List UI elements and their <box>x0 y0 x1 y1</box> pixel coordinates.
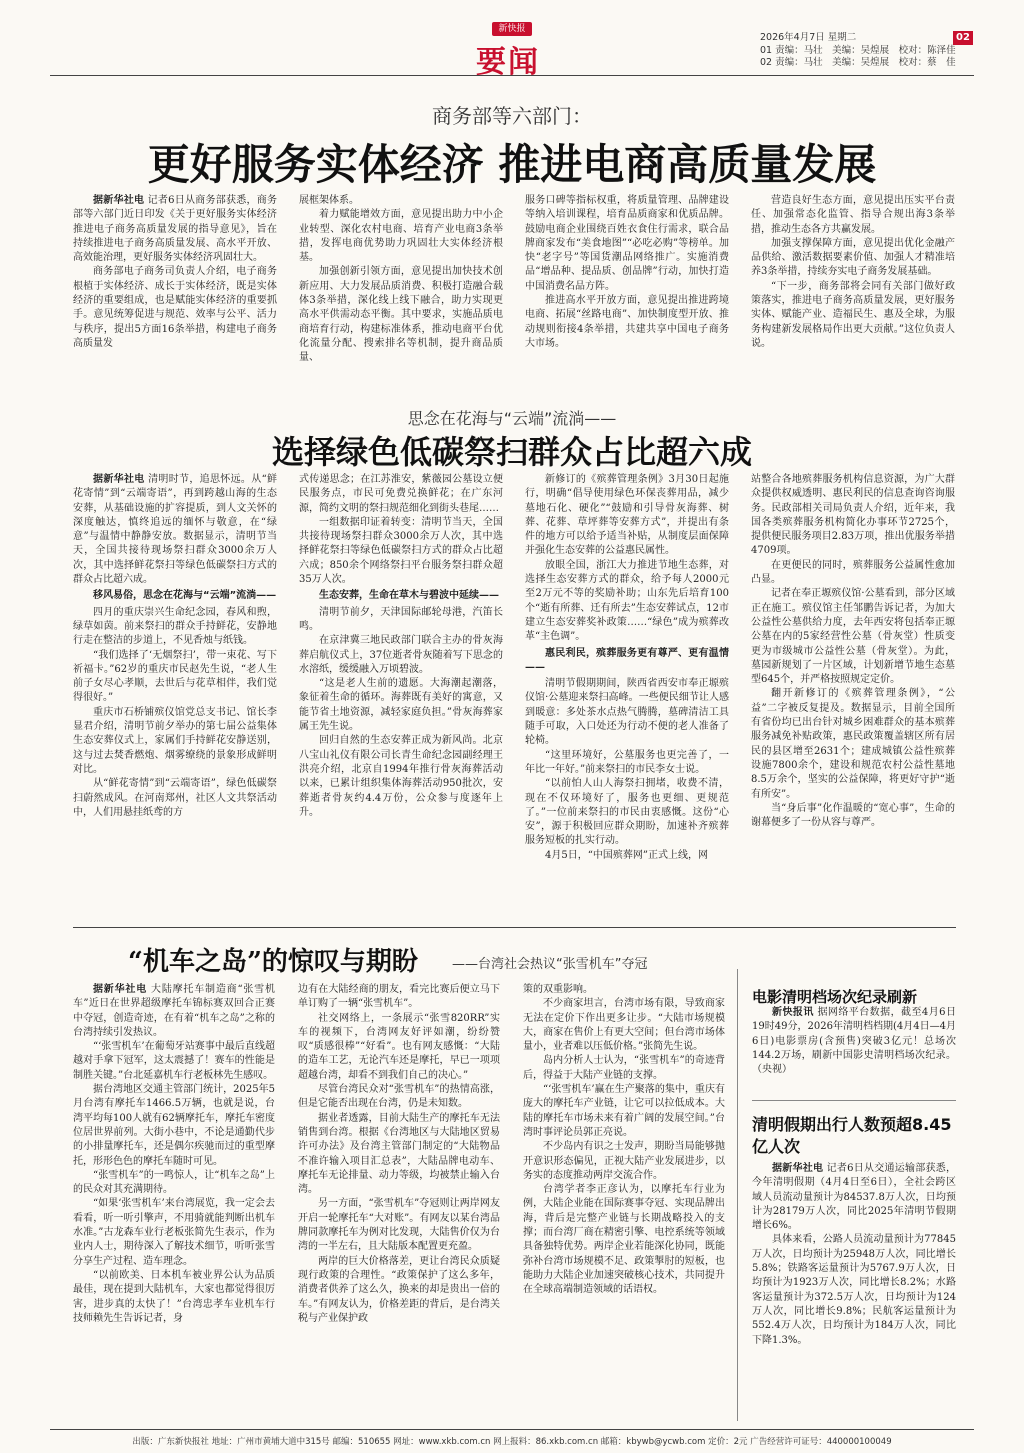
sidebar2-text: 记者6日从交通运输部获悉，今年清明假期（4月4日至6日），全社会跨区域人员流动量预计为84537.8万人次，日均预计为28179万人次，同比2025年清明节假期增长6%。 <box>752 1163 956 1232</box>
paragraph-text: 清明节假期期间，陕西省西安市奉正塬殡仪馆·公墓迎来祭扫高峰。一些便民细节让人感到暖意：多处茶水点热气腾腾，墓碑清洁工具随手可取，入口处还为行动不便的老人准备了轮椅。 <box>525 678 729 747</box>
paragraph <box>751 587 955 687</box>
paragraph <box>73 983 275 1040</box>
paragraph <box>751 194 955 237</box>
article3-headline: “机车之岛”的惊叹与期盼 <box>128 947 418 977</box>
paragraph-text: “以前怕人山人海祭扫拥堵，收费不清，现在不仅环境好了，服务也更细、更规范了。”一位前来祭扫的市民由衷感慨。这份“心安”，源于积极回应群众期盼，加速补齐殡葬服务短板的扎实行动。 <box>525 778 729 847</box>
paragraph <box>73 1040 275 1083</box>
article3-column <box>73 983 275 1421</box>
paragraph-text: 记者6日从商务部获悉，商务部等六部门近日印发《关于更好服务实体经济 推进电子商务高质量发展的指导意见》，旨在持续推进电子商务高质量发展、高水平开放、高效能治理，更好服务实体经济巩固壮大。 <box>73 195 277 264</box>
paragraph-text: 从“鲜花寄情”到“云端寄语”，绿色低碳祭扫蔚然成风。在河南郑州，社区人文共祭活动中，人们用悬挂纸鸢的方 <box>73 778 277 818</box>
subheading: 生态安葬，生命在草木与碧波中延续—— <box>319 590 499 602</box>
dateline: 据新华社电 <box>93 984 148 995</box>
edition-date: 2026年4月7日 星期二 <box>760 32 857 43</box>
dateline: 据新华社电 <box>93 474 145 485</box>
article1-kicker: 商务部等六部门： <box>432 104 592 128</box>
paragraph <box>525 559 729 645</box>
paragraph-text: 重庆市石桥铺殡仪馆党总支书记、馆长李显君介绍，清明节前夕举办的第七届公益集体生态安葬仪式上，家属们手持鲜花安静送别，这与过去焚香燃炮、烟雾缭绕的景象形成鲜明对比。 <box>73 706 277 775</box>
sidebar2-paragraph: 具体来看，公路人员流动量预计为77845万人次，日均预计为25948万人次，同比增长5.8%；铁路客运量预计为5767.9万人次，日均预计为1923万人次，同比增长8.2%；水路客运量预计为372.5万人次，日均预计为124万人次，同比增长9.8%；民航客运量预计为552.4万人次，日均预计为184万人次，同比下降1.3%。 <box>752 1234 956 1346</box>
paragraph-text: “如果‘张雪机车’来台湾展览，我一定会去看看，听一听引擎声，不用骑就能判断出机车水准。”古龙森车业行老板张简先生表示，作为业内人士，期待深入了解技术细节，听听张雪分享生产过程、造车理念。 <box>73 1198 275 1267</box>
paragraph <box>73 265 277 351</box>
paragraph <box>298 1112 500 1198</box>
paragraph <box>523 983 725 997</box>
paragraph-text: “这是老人生前的遗愿。大海潮起潮落，象征着生命的循环。海葬既有美好的寓意，又能节省土地资源，减轻家庭负担。”骨灰海葬家属王先生说。 <box>299 678 503 733</box>
paragraph <box>298 1012 500 1083</box>
article2-kicker: 思念在花海与“云端”流淌—— <box>407 409 617 428</box>
subheading: 移风易俗，思念在花海与“云端”流淌—— <box>93 590 277 602</box>
footer-rule <box>50 1429 974 1430</box>
sidebar-divider <box>737 969 738 1421</box>
paragraph-text: 加强创新引领方面，意见提出加快技术创新应用、大力发展品质消费、积极打造融合载体3条举措，深化线上线下融合，助力实现更高水平供需动态平衡。其中要求，实施品质电商培育行动，构建标准体系，推动电商平台优化流量分配、搜索排名等机制，提升商品质量、 <box>299 266 503 364</box>
paragraph <box>299 734 503 820</box>
paragraph <box>73 194 277 265</box>
footer: 出版：广东新快报社 地址：广州市黄埔大道中315号 邮编：510655 网址：www.xkb.com.cn 网上报料：86.xkb.com.cn 邮箱：kbywb@ycwb.com 定价：2元 广告经营许可证号：440000100049 <box>132 1437 892 1447</box>
article1-column <box>299 194 503 390</box>
paragraph-text: 不少岛内有识之士发声，期盼当局能够抛开意识形态偏见，正视大陆产业发展进步，以务实的态度推动两岸交流合作。 <box>523 1141 725 1181</box>
paragraph-text: 式传递思念；在江苏淮安，紫薇园公墓设立便民服务点，市民可免费兑换鲜花；在广东河源，简约文明的祭扫规范细化到街头巷尾…… <box>299 474 503 514</box>
paragraph-text: “‘张雪机车’赢在生产聚落的集中，重庆有庞大的摩托车产业链，让它可以拉低成本。大陆的摩托车市场未来有着广阔的发展空间。”台湾时事评论员郭正亮说。 <box>523 1084 725 1138</box>
paragraph-text: “‘张雪机车’在葡萄牙站赛事中最后直线超越对手拿下冠军，这太震撼了！赛车的性能是制胜关键。”台北延嘉机车行老板林先生感叹。 <box>73 1041 275 1081</box>
sidebar1-lead: 新快报讯 <box>772 1007 814 1018</box>
paragraph-text: 大陆摩托车制造商“张雪机车”近日在世界超级摩托车锦标赛双回合正赛中夺冠，创造奇迹，在有着“机车之岛”之称的台湾持续引发热议。 <box>73 984 275 1038</box>
paragraph-text: “张雪机车”的一鸣惊人，让“机车之岛”上的民众对其充满期待。 <box>73 1169 275 1196</box>
paragraph-text: 记者在奉正塬殡仪馆·公墓看到，部分区域正在施工。殡仪馆主任邹鹏告诉记者，为加大公益性公墓供给力度，去年西安将包括奉正塬公墓在内的5家经营性公墓（骨灰堂）性质变更为市级城市公益性公墓（骨灰堂）。为此，墓园新规划了一片区域，计划新增节地生态墓型645个，并严格按照规定定价。 <box>751 588 955 686</box>
sidebar1-body <box>752 1006 956 1086</box>
sidebar1-source: （央视） <box>752 1064 792 1076</box>
paragraph-text: 另一方面，“张雪机车”夺冠则让两岸网友开启一轮摩托车“大对账”。有网友以某台湾品牌同款摩托车为例对比发现，大陆售价仅为台湾的一半左右，且大陆版本配置更充盈。 <box>298 1198 500 1253</box>
paragraph-text: 在京津冀三地民政部门联合主办的骨灰海葬启航仪式上，37位逝者骨灰随着写下思念的水溶纸，缓缓融入万顷碧波。 <box>299 635 503 675</box>
paragraph <box>73 473 277 587</box>
section-title: 要闻 <box>476 45 540 80</box>
paragraph-text: “这里环境好，公墓服务也更完善了，一年比一年好。”前来祭扫的市民李女士说。 <box>525 749 729 775</box>
paragraph <box>73 706 277 777</box>
paragraph <box>299 516 503 587</box>
paragraph <box>298 983 500 1012</box>
paragraph-text: “以前欧美、日本机车被业界公认为品质最佳，现在提到大陆机车，大家也都觉得很厉害，进步真的太快了！”台湾忠孝车业机车行技师赖先生告诉记者，身 <box>73 1269 275 1324</box>
article1-column <box>525 194 729 390</box>
paragraph <box>523 1183 725 1297</box>
paragraph-text: 营造良好生态方面，意见提出压实平台责任、加强常态化监管、指导合规出海3条举措，推动生态各方共赢发展。 <box>751 195 955 235</box>
paragraph-text: 着力赋能增效方面，意见提出助力中小企业转型、深化农村电商、培育产业电商3条举措，发挥电商优势助力巩固壮大实体经济根基。 <box>299 209 503 264</box>
article2-headline: 选择绿色低碳祭扫群众占比超六成 <box>271 433 752 471</box>
paragraph <box>525 777 729 848</box>
paragraph <box>523 1083 725 1140</box>
paragraph-text: 加强支撑保障方面，意见提出优化金融产品供给、激活数据要素价值、加强人才精准培养3条举措，持续夯实电子商务发展基础。 <box>751 237 955 278</box>
paragraph-text: 翻开新修订的《殡葬管理条例》，“公益”二字被反复提及。数据显示，目前全国所有省份均已出台针对城乡困难群众的基本殡葬服务减免补贴政策，惠民政策覆盖辖区所有居民的县区增至2631个；建成城镇公益性殡葬设施7800余个，建设和规范农村公益性墓地8.5万余个，坚实的公益保障，将更好守护“逝有所安”。 <box>751 688 955 800</box>
paragraph-text: 4月5日，“中国殡葬网”正式上线，网 <box>545 849 708 861</box>
paragraph <box>73 1197 275 1268</box>
paragraph <box>73 649 277 706</box>
paragraph <box>73 606 277 649</box>
article2-column <box>751 473 955 913</box>
paragraph-text: 新修订的《殡葬管理条例》3月30日起施行，明确“倡导使用绿色环保丧葬用品，减少墓地石化、硬化”“鼓励和引导骨灰海葬、树葬、花葬、草坪葬等安葬方式”，并提出有条件的地方可以给予适当补贴，从制度层面保障并强化生态安葬的公益惠民属性。 <box>525 474 729 557</box>
paragraph-text: 展框架体系。 <box>299 195 359 206</box>
paragraph-text: 四月的重庆崇兴生命纪念园，春风和煦，绿草如茵。前来祭扫的群众手持鲜花，安静地行走在整洁的步道上，不见香烛与纸钱。 <box>73 606 277 647</box>
sidebar2-title: 清明假期出行人数预超8.45亿人次 <box>752 1115 952 1156</box>
paragraph <box>299 606 503 635</box>
paragraph <box>525 473 729 559</box>
paragraph <box>751 559 955 588</box>
sidebar-rule <box>752 1100 956 1101</box>
article3-subtitle: ——台湾社会热议“张雪机车”夺冠 <box>452 957 648 972</box>
paragraph <box>523 997 725 1054</box>
article2-column <box>299 473 503 913</box>
paragraph <box>523 1140 725 1183</box>
paragraph-text: 一组数据印证着转变：清明节当天，全国共接待现场祭扫群众3000余万人次，其中选择鲜花祭扫等绿色低碳祭扫方式的群众占比超六成；850余个网络祭扫平台服务祭扫群众超35万人次。 <box>299 516 503 586</box>
article3-column <box>523 983 725 1421</box>
paragraph <box>298 1083 500 1112</box>
paragraph <box>298 1255 500 1326</box>
paragraph <box>73 777 277 820</box>
paragraph-text: 不少商家坦言，台湾市场有限，导致商家无法在定价下作出更多让步。“大陆市场规模大，商家在售价上有更大空间；但台湾市场体量小，业者难以压低价格。”张简先生说。 <box>523 998 725 1053</box>
paragraph <box>523 1054 725 1083</box>
article3-column <box>298 983 500 1421</box>
paragraph <box>751 687 955 801</box>
subheading: 惠民利民，殡葬服务更有尊严、更有温情—— <box>525 647 729 673</box>
paragraph <box>525 194 729 294</box>
section-divider <box>73 927 956 928</box>
paragraph-text: 岛内分析人士认为，“张雪机车”的奇迹背后，得益于大陆产业链的支撑。 <box>523 1055 725 1081</box>
article1-column <box>73 194 277 390</box>
paragraph-text: 清明节前夕，天津国际邮轮母港，汽笛长鸣。 <box>299 606 503 632</box>
paragraph-text: “我们选择了‘无烟祭扫’，带一束花、写下祈福卡。”62岁的重庆市民赵先生说，“老人生前子女尽心孝顺，去世后与花草相伴，我们觉得很好。” <box>73 649 277 704</box>
paragraph-text: 据业者透露，目前大陆生产的摩托车无法销售到台湾。根据《台湾地区与大陆地区贸易许可办法》及台湾主管部门制定的“大陆物品不准许输入项目汇总表”，大陆品牌电动车、摩托车无论排量、动力等级，均被禁止输入台湾。 <box>298 1112 500 1196</box>
masthead-badge: 新快报 <box>492 22 532 36</box>
paragraph-text: 当“身后事”化作温暖的“宽心事”，生命的谢幕便多了一份从容与尊严。 <box>751 802 955 829</box>
paragraph-text: 据台湾地区交通主管部门统计，2025年5月台湾有摩托车1466.5万辆，也就是说，台湾平均每100人就有62辆摩托车，摩托车密度位居世界前列。大街小巷中，不论是通勤代步的小排量摩托车，还是偶尔疾驰而过的重型摩托，形形色色的摩托车随时可见。 <box>73 1084 275 1167</box>
edition-meta <box>760 32 956 70</box>
sidebar1-title: 电影清明档场次纪录刷新 <box>752 988 918 1006</box>
sidebar1-text: 据网络平台数据，截至4月6日19时49分，2026年清明档档期(4月4日—4月6日)电影票房(含预售)突破3亿元！总场次144.2万场，刷新中国影史清明档场次纪录。 <box>752 1007 956 1061</box>
paragraph <box>73 1169 275 1198</box>
page-number: 02 <box>953 31 973 45</box>
paragraph <box>751 280 955 351</box>
paragraph <box>525 294 729 351</box>
paragraph-text: 边有在大陆经商的朋友，看完比赛后便立马下单订购了一辆“张雪机车”。 <box>298 984 500 1010</box>
paragraph <box>751 237 955 280</box>
paragraph-text: 放眼全国，浙江大力推进节地生态葬，对选择生态安葬方式的群众，给予每人2000元至2万元不等的奖励补助；山东先后培育100个“逝有所葬、迁有所去”生态安葬试点，12市建立生态安葬奖补政策……“绿色”成为殡葬改革“主色调”。 <box>525 559 729 643</box>
paragraph <box>299 473 503 516</box>
paragraph-text: 回归自然的生态安葬正成为新风尚。北京八宝山礼仪有限公司长青生命纪念园副经理王洪亮介绍，北京自1994年推行骨灰海葬活动以来，已累计组织集体海葬活动950批次，安葬逝者骨灰约4.4万份，公众参与度逐年上升。 <box>299 735 503 818</box>
masthead-rule <box>50 75 974 76</box>
paragraph-text: 服务口碑等指标权重，将质量管理、品牌建设等纳入培训课程，培育品质商家和优质品牌。鼓励电商企业围绕百姓衣食住行需求，联合品牌商家发布“美食地图”“必吃必购”等榜单。加快“老字号”等国货潮品网络推广。实施消费品“增品种、提品质、创品牌”行动，加快打造中国消费名品方阵。 <box>525 195 729 292</box>
paragraph <box>525 849 729 863</box>
paragraph-text: 商务部电子商务司负责人介绍，电子商务根植于实体经济、成长于实体经济，既是实体经济的重要组成，也是赋能实体经济的重要抓手。意见统筹促进与规范、效率与公平、活力与秩序，提出5方面16条举措，构建电子商务高质量发 <box>73 266 277 349</box>
paragraph-text: 推进高水平开放方面，意见提出推进跨境电商、拓展“丝路电商”、加快制度型开放、推动规则衔接4条举措，共建共享中国电子商务大市场。 <box>525 295 729 349</box>
paragraph <box>73 1083 275 1169</box>
paragraph-text: 在更便民的同时，殡葬服务公益属性愈加凸显。 <box>751 559 955 586</box>
article2-column <box>73 473 277 913</box>
paragraph-text: 尽管台湾民众对“张雪机车”的热情高涨，但是它能否出现在台湾，仍是未知数。 <box>298 1084 500 1110</box>
paragraph <box>299 208 503 265</box>
sidebar2-lead: 据新华社电 <box>772 1163 824 1174</box>
paragraph-text: 台湾学者李正彦认为，以摩托车行业为例，大陆企业能在国际赛事夺冠、实现品牌出海，背后是完整产业链与长期战略投入的支撑；而台湾厂商在精密引擎、电控系统等领域具备独特优势。两岸企业若能深化协同，既能弥补台湾市场规模不足、政策掣肘的短板，也能助力大陆企业加速突破核心技术，共同提升在全球高端制造领域的话语权。 <box>523 1184 725 1296</box>
article2-column <box>525 473 729 913</box>
paragraph <box>299 194 503 208</box>
paragraph <box>751 473 955 559</box>
paragraph-text: 站整合各地殡葬服务机构信息资源，为广大群众提供权威透明、惠民利民的信息查询咨询服务。民政部相关司局负责人介绍，近年来，我国各类殡葬服务机构简化办事环节2725个，提供便民服务项目2.83万项，推出优服务举措4709项。 <box>751 474 955 557</box>
sidebar2-body <box>752 1162 956 1422</box>
paragraph <box>298 1197 500 1254</box>
editor-line: 02 责编：马壮 美编：吴煌展 校对：蔡 佳 <box>760 57 956 68</box>
article1-headline: 更好服务实体经济 推进电商高质量发展 <box>147 140 877 189</box>
article1-column <box>751 194 955 390</box>
paragraph <box>525 677 729 748</box>
editor-line: 01 责编：马壮 美编：吴煌展 校对：陈泽佳 <box>760 44 956 56</box>
paragraph <box>299 265 503 365</box>
paragraph <box>525 749 729 778</box>
paragraph <box>73 1269 275 1326</box>
paragraph <box>751 802 955 831</box>
dateline: 据新华社电 <box>93 195 145 206</box>
paragraph <box>299 634 503 677</box>
paragraph-text: 清明时节，追思怀远。从“鲜花寄情”到“云端寄语”，再到跨越山海的生态安葬，从基础设施的扩容提质，到人文关怀的深度触达，慎终追远的缅怀与敬意，在“绿意”与温情中静静安放。数据显示，清明节当天，全国共接待现场祭扫群众3000余万人次，其中选择鲜花祭扫等绿色低碳祭扫方式的群众占比超六成。 <box>73 474 277 586</box>
paragraph-text: 社交网络上，一条展示“张雪820RR”实车的视频下，台湾网友好评如潮，纷纷赞叹“质感很棒”“好看”。也有网友感慨：“大陆的造车工艺，无论汽车还是摩托，早已一项项超越台湾，却看不到我们自己的决心。” <box>298 1012 500 1081</box>
paragraph-text: “下一步，商务部将会同有关部门做好政策落实，推进电子商务高质量发展，更好服务实体、赋能产业、造福民生、惠及全球，为服务构建新发展格局作出更大贡献。”这位负责人说。 <box>751 280 955 349</box>
paragraph-text: 策的双重影响。 <box>523 984 593 995</box>
paragraph-text: 两岸的巨大价格落差，更让台湾民众质疑现行政策的合理性。“政策保护了这么多年，消费者供养了这么久，换来的却是贵出一倍的车。”有网友认为，价格差距的背后，是台湾关税与产业保护政 <box>298 1255 500 1324</box>
paragraph <box>299 677 503 734</box>
